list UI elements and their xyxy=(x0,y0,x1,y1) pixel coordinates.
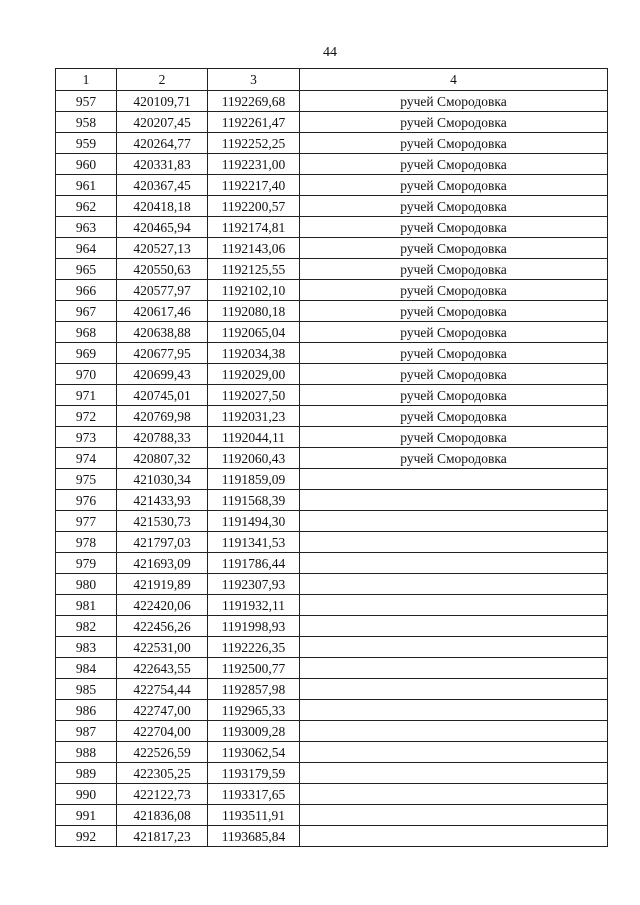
y-coordinate-cell: 1191932,11 xyxy=(208,595,300,616)
table-body xyxy=(56,91,608,847)
table-row xyxy=(56,595,608,616)
table-row xyxy=(56,133,608,154)
x-coordinate-cell: 420699,43 xyxy=(117,364,208,385)
description-cell xyxy=(300,511,608,532)
table-row xyxy=(56,406,608,427)
x-coordinate-cell: 420617,46 xyxy=(117,301,208,322)
table-row xyxy=(56,385,608,406)
point-number-cell: 990 xyxy=(56,784,117,805)
point-number-cell: 957 xyxy=(56,91,117,112)
point-number-cell: 968 xyxy=(56,322,117,343)
description-cell: ручей Смородовка xyxy=(300,154,608,175)
point-number-cell: 979 xyxy=(56,553,117,574)
table-row xyxy=(56,490,608,511)
x-coordinate-cell: 420745,01 xyxy=(117,385,208,406)
description-cell xyxy=(300,700,608,721)
description-cell: ручей Смородовка xyxy=(300,112,608,133)
header-row xyxy=(56,69,608,91)
x-coordinate-cell: 420769,98 xyxy=(117,406,208,427)
point-number-cell: 984 xyxy=(56,658,117,679)
y-coordinate-cell: 1192200,57 xyxy=(208,196,300,217)
y-coordinate-cell: 1193685,84 xyxy=(208,826,300,847)
y-coordinate-cell: 1192174,81 xyxy=(208,217,300,238)
description-cell: ручей Смородовка xyxy=(300,364,608,385)
description-cell xyxy=(300,490,608,511)
table-row xyxy=(56,427,608,448)
description-cell xyxy=(300,721,608,742)
description-cell xyxy=(300,553,608,574)
point-number-cell: 982 xyxy=(56,616,117,637)
point-number-cell: 963 xyxy=(56,217,117,238)
x-coordinate-cell: 421919,89 xyxy=(117,574,208,595)
y-coordinate-cell: 1192857,98 xyxy=(208,679,300,700)
x-coordinate-cell: 422526,59 xyxy=(117,742,208,763)
x-coordinate-cell: 420207,45 xyxy=(117,112,208,133)
y-coordinate-cell: 1192226,35 xyxy=(208,637,300,658)
x-coordinate-cell: 420465,94 xyxy=(117,217,208,238)
point-number-cell: 959 xyxy=(56,133,117,154)
point-number-cell: 988 xyxy=(56,742,117,763)
point-number-cell: 971 xyxy=(56,385,117,406)
x-coordinate-cell: 422747,00 xyxy=(117,700,208,721)
x-coordinate-cell: 420331,83 xyxy=(117,154,208,175)
coordinates-table xyxy=(55,68,608,847)
table-row xyxy=(56,280,608,301)
description-cell xyxy=(300,784,608,805)
table-row xyxy=(56,322,608,343)
table-row xyxy=(56,343,608,364)
point-number-cell: 986 xyxy=(56,700,117,721)
description-cell: ручей Смородовка xyxy=(300,343,608,364)
y-coordinate-cell: 1191341,53 xyxy=(208,532,300,553)
y-coordinate-cell: 1192307,93 xyxy=(208,574,300,595)
x-coordinate-cell: 421030,34 xyxy=(117,469,208,490)
description-cell: ручей Смородовка xyxy=(300,196,608,217)
x-coordinate-cell: 422643,55 xyxy=(117,658,208,679)
description-cell: ручей Смородовка xyxy=(300,427,608,448)
x-coordinate-cell: 421530,73 xyxy=(117,511,208,532)
x-coordinate-cell: 420264,77 xyxy=(117,133,208,154)
description-cell xyxy=(300,742,608,763)
point-number-cell: 967 xyxy=(56,301,117,322)
y-coordinate-cell: 1192500,77 xyxy=(208,658,300,679)
x-coordinate-cell: 422456,26 xyxy=(117,616,208,637)
table-row xyxy=(56,679,608,700)
header-cell-description: 4 xyxy=(300,69,608,91)
y-coordinate-cell: 1191859,09 xyxy=(208,469,300,490)
table-row xyxy=(56,469,608,490)
description-cell xyxy=(300,469,608,490)
y-coordinate-cell: 1192044,11 xyxy=(208,427,300,448)
point-number-cell: 991 xyxy=(56,805,117,826)
y-coordinate-cell: 1192965,33 xyxy=(208,700,300,721)
point-number-cell: 989 xyxy=(56,763,117,784)
point-number-cell: 976 xyxy=(56,490,117,511)
table-row xyxy=(56,574,608,595)
point-number-cell: 970 xyxy=(56,364,117,385)
point-number-cell: 969 xyxy=(56,343,117,364)
description-cell xyxy=(300,574,608,595)
y-coordinate-cell: 1193009,28 xyxy=(208,721,300,742)
x-coordinate-cell: 420550,63 xyxy=(117,259,208,280)
x-coordinate-cell: 421693,09 xyxy=(117,553,208,574)
table-row xyxy=(56,721,608,742)
point-number-cell: 975 xyxy=(56,469,117,490)
header-cell-y-coordinate: 3 xyxy=(208,69,300,91)
x-coordinate-cell: 420367,45 xyxy=(117,175,208,196)
table-row xyxy=(56,217,608,238)
header-cell-x-coordinate: 2 xyxy=(117,69,208,91)
table-row xyxy=(56,658,608,679)
x-coordinate-cell: 422122,73 xyxy=(117,784,208,805)
y-coordinate-cell: 1192217,40 xyxy=(208,175,300,196)
point-number-cell: 965 xyxy=(56,259,117,280)
x-coordinate-cell: 420527,13 xyxy=(117,238,208,259)
x-coordinate-cell: 420577,97 xyxy=(117,280,208,301)
description-cell: ручей Смородовка xyxy=(300,301,608,322)
x-coordinate-cell: 421797,03 xyxy=(117,532,208,553)
description-cell: ручей Смородовка xyxy=(300,133,608,154)
y-coordinate-cell: 1192261,47 xyxy=(208,112,300,133)
point-number-cell: 960 xyxy=(56,154,117,175)
description-cell xyxy=(300,805,608,826)
y-coordinate-cell: 1192031,23 xyxy=(208,406,300,427)
point-number-cell: 964 xyxy=(56,238,117,259)
point-number-cell: 973 xyxy=(56,427,117,448)
table-row xyxy=(56,553,608,574)
point-number-cell: 985 xyxy=(56,679,117,700)
header-cell-point-number: 1 xyxy=(56,69,117,91)
description-cell: ручей Смородовка xyxy=(300,280,608,301)
description-cell xyxy=(300,616,608,637)
y-coordinate-cell: 1193317,65 xyxy=(208,784,300,805)
table-row xyxy=(56,196,608,217)
table-row xyxy=(56,448,608,469)
table-row xyxy=(56,616,608,637)
table-row xyxy=(56,91,608,112)
description-cell xyxy=(300,826,608,847)
table-row xyxy=(56,364,608,385)
table-row xyxy=(56,637,608,658)
x-coordinate-cell: 420638,88 xyxy=(117,322,208,343)
description-cell xyxy=(300,637,608,658)
x-coordinate-cell: 422704,00 xyxy=(117,721,208,742)
table-row xyxy=(56,805,608,826)
table-row xyxy=(56,532,608,553)
y-coordinate-cell: 1192102,10 xyxy=(208,280,300,301)
y-coordinate-cell: 1192231,00 xyxy=(208,154,300,175)
description-cell xyxy=(300,532,608,553)
table-row xyxy=(56,700,608,721)
y-coordinate-cell: 1192125,55 xyxy=(208,259,300,280)
table-row xyxy=(56,175,608,196)
description-cell: ручей Смородовка xyxy=(300,385,608,406)
description-cell xyxy=(300,595,608,616)
table-row xyxy=(56,826,608,847)
point-number-cell: 972 xyxy=(56,406,117,427)
page-number: 44 xyxy=(323,45,337,60)
x-coordinate-cell: 420109,71 xyxy=(117,91,208,112)
y-coordinate-cell: 1193062,54 xyxy=(208,742,300,763)
description-cell: ручей Смородовка xyxy=(300,259,608,280)
point-number-cell: 992 xyxy=(56,826,117,847)
point-number-cell: 987 xyxy=(56,721,117,742)
table-row xyxy=(56,154,608,175)
y-coordinate-cell: 1193179,59 xyxy=(208,763,300,784)
description-cell: ручей Смородовка xyxy=(300,217,608,238)
description-cell: ручей Смородовка xyxy=(300,91,608,112)
table-row xyxy=(56,112,608,133)
point-number-cell: 977 xyxy=(56,511,117,532)
x-coordinate-cell: 422754,44 xyxy=(117,679,208,700)
y-coordinate-cell: 1192065,04 xyxy=(208,322,300,343)
table-row xyxy=(56,301,608,322)
y-coordinate-cell: 1193511,91 xyxy=(208,805,300,826)
y-coordinate-cell: 1191998,93 xyxy=(208,616,300,637)
point-number-cell: 983 xyxy=(56,637,117,658)
y-coordinate-cell: 1191494,30 xyxy=(208,511,300,532)
point-number-cell: 966 xyxy=(56,280,117,301)
y-coordinate-cell: 1192143,06 xyxy=(208,238,300,259)
point-number-cell: 978 xyxy=(56,532,117,553)
table-row xyxy=(56,742,608,763)
point-number-cell: 980 xyxy=(56,574,117,595)
point-number-cell: 961 xyxy=(56,175,117,196)
x-coordinate-cell: 422420,06 xyxy=(117,595,208,616)
description-cell: ручей Смородовка xyxy=(300,448,608,469)
description-cell xyxy=(300,679,608,700)
description-cell xyxy=(300,763,608,784)
x-coordinate-cell: 421836,08 xyxy=(117,805,208,826)
table-row xyxy=(56,784,608,805)
x-coordinate-cell: 421817,23 xyxy=(117,826,208,847)
x-coordinate-cell: 420807,32 xyxy=(117,448,208,469)
description-cell: ручей Смородовка xyxy=(300,406,608,427)
description-cell: ручей Смородовка xyxy=(300,175,608,196)
x-coordinate-cell: 420677,95 xyxy=(117,343,208,364)
description-cell: ручей Смородовка xyxy=(300,322,608,343)
y-coordinate-cell: 1192080,18 xyxy=(208,301,300,322)
y-coordinate-cell: 1191568,39 xyxy=(208,490,300,511)
point-number-cell: 981 xyxy=(56,595,117,616)
x-coordinate-cell: 420418,18 xyxy=(117,196,208,217)
y-coordinate-cell: 1191786,44 xyxy=(208,553,300,574)
point-number-cell: 958 xyxy=(56,112,117,133)
point-number-cell: 974 xyxy=(56,448,117,469)
y-coordinate-cell: 1192252,25 xyxy=(208,133,300,154)
x-coordinate-cell: 422305,25 xyxy=(117,763,208,784)
description-cell xyxy=(300,658,608,679)
y-coordinate-cell: 1192034,38 xyxy=(208,343,300,364)
y-coordinate-cell: 1192060,43 xyxy=(208,448,300,469)
table-row xyxy=(56,259,608,280)
table-row xyxy=(56,238,608,259)
table-row xyxy=(56,511,608,532)
y-coordinate-cell: 1192029,00 xyxy=(208,364,300,385)
y-coordinate-cell: 1192027,50 xyxy=(208,385,300,406)
y-coordinate-cell: 1192269,68 xyxy=(208,91,300,112)
point-number-cell: 962 xyxy=(56,196,117,217)
x-coordinate-cell: 420788,33 xyxy=(117,427,208,448)
x-coordinate-cell: 422531,00 xyxy=(117,637,208,658)
table-row xyxy=(56,763,608,784)
x-coordinate-cell: 421433,93 xyxy=(117,490,208,511)
description-cell: ручей Смородовка xyxy=(300,238,608,259)
